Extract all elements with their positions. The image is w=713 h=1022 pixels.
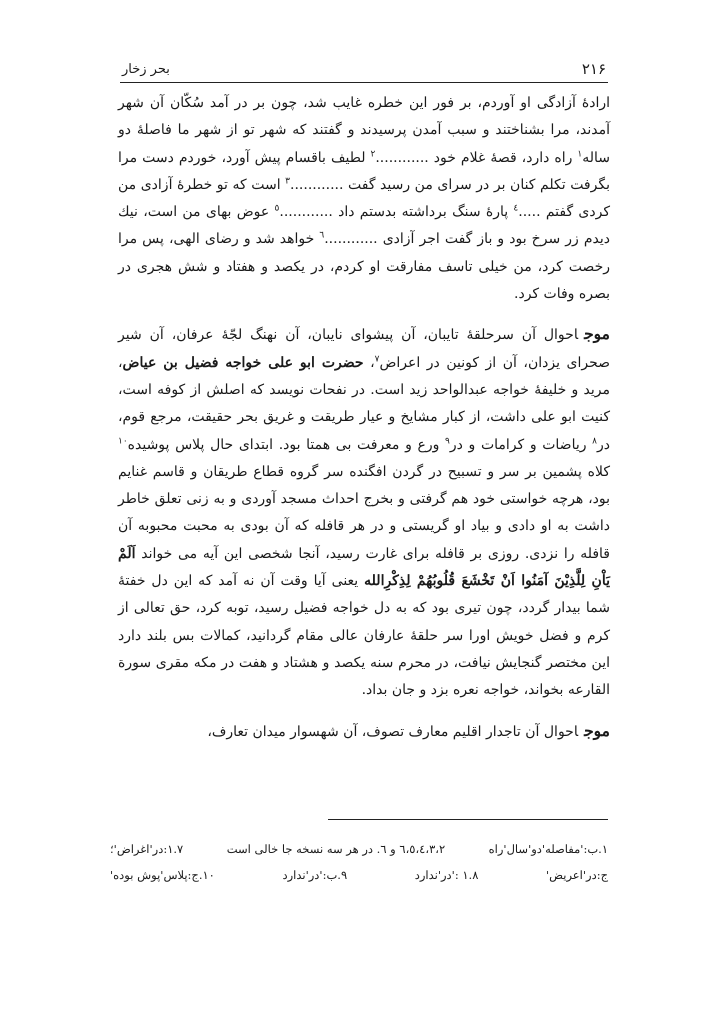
text-run: یعنی آیا وقت آن نه آمد که این دل خفتهٔ شما بیدار گردد، چون تیری بود که به دل خواجه فضیل رسید، توبه کرد، حق تعالی از کرم و فضل خویش اورا سر حلقهٔ عارفان عالی مقام گردانید، کمالات بس بلند دارد این مختصر گنجایش نیافت، در محرم سنه یکصد و هشتاد و هفت در مکه مقری سورة القارعه بخواند، خواجه نعره بزد و جان بداد. [118, 573, 610, 699]
saint-name: حضرت ابو علی خواجه فضیل بن عیاض [122, 354, 364, 371]
text-run: ، مرید و خلیفهٔ خواجه عبدالواحد زید است. در نفحات نویسد که اصلش از کوفه است، کنیت ابو علی داشت، از کبار مشایخ و عیار طریقت و غریق بحر حقیقت، مرجع قوم، در [118, 354, 610, 453]
footnote-ref: ۳ [285, 176, 291, 187]
text-run: خواهد شد و رضای الهی، پس مرا رخصت کرد، من خیلی تاسف مفارقت او کردم، در یکصد و هفتاد و شش هجری در بصره وفات کرد. [118, 231, 610, 303]
footnotes [110, 836, 608, 888]
text-run: ارادهٔ آزادگی او آوردم، بر فور این خطره غایب شد، چون بر در آمد سُکّان آن شهر آمدند، مرا بشناختند و سبب آمدن پرسیدند و گفتند که شهر تو از شهر ما فاصلهٔ دو ساله [118, 95, 611, 166]
footnote-row [110, 862, 608, 888]
text-run: راه دارد، قصهٔ غلام خود ............ [375, 149, 578, 166]
page-header [122, 60, 606, 80]
footnote-rule [328, 819, 608, 820]
footnote-ref: ۱۰ [118, 435, 128, 446]
paragraph-2 [118, 320, 610, 704]
footnote-ref: ٥ [274, 203, 280, 214]
footnote: ٩.ب:'در'ندارد [282, 868, 348, 882]
footnote: ١.٧:در'اغراض'؛ [110, 842, 184, 856]
quran-verse: اَلَمْ يَاْنِ لِلَّذِيْنَ آمَنُوا اَنْ تَخْشَعَ قُلُوبُهُمْ لِذِكْرِالله [118, 545, 610, 590]
wave-heading: موج [584, 720, 610, 740]
footnote-ref: ۷ [374, 354, 380, 365]
text-run: ، [363, 354, 375, 371]
text-run: است که تو خطرهٔ آزادی من کردی گفتم ..... [118, 176, 610, 221]
paragraph-1 [118, 90, 610, 308]
text-run: کلاه پشمین بر سر و تسبیح در گردن افگنده سر گروه قطاع طریقان و قاسم غنایم بود، هرچه خواستی خود هم گرفتی و بخرج احداث مسجد آوردی و به زنی تعلق خاطر داشت به او دادی و بیاد او گریستی و در هر قافله که آن بودی به محبت محبوبه آن قافله را نزدی. روزی بر قافله برای غارت رسید، آنجا شخصی این آیه می خواند [118, 463, 610, 562]
text-run: ریاضات و کرامات و در [449, 436, 593, 453]
header-rule [120, 82, 608, 83]
text-run: احوال آن تاجدار اقلیم معارف تصوف، آن شهسوار میدان تعارف، [207, 723, 579, 740]
paragraph-gap [118, 308, 610, 320]
paragraph-3 [118, 717, 610, 746]
text-run: احوال آن سرحلقهٔ تایبان، آن پیشوای نایبان، آن نهنگ لجّهٔ عرفان، آن شیر صحرای یزدان، آن از کونین در اعراض [118, 327, 611, 371]
page-number: ۲۱۶ [581, 60, 606, 78]
text-run: عوض بهای من است، نیك دیدم زر سرخ بود و باز گفت اجر آزادی ............ [118, 204, 610, 248]
running-title: بحر زخار [122, 62, 170, 77]
footnote-ref: ٤ [513, 203, 519, 214]
footnote: ١.ب:'مفاصله'دو'سال'راه [488, 842, 608, 856]
text-run: پارهٔ سنگ برداشته بدستم داد ............ [279, 204, 514, 221]
text-run: لطیف باقسام پیش آورد، خوردم دست مرا بگرفت تکلم کنان بر در سرای من رسید گفت ............ [118, 149, 610, 193]
paragraph-gap [118, 705, 610, 717]
footnote-ref: ۱ [577, 148, 583, 159]
footnote: ج:در'اعریض' [546, 868, 608, 882]
wave-heading: موج [584, 324, 610, 344]
footnote: ١.٨ :'در'ندارد [414, 868, 479, 882]
footnote-ref: ۸ [592, 435, 597, 446]
footnote-ref: ٦ [319, 230, 325, 241]
footnote-ref: ۲ [370, 148, 376, 159]
footnote: ٦،٥،٤،٣،٢ و ٦. در هر سه نسخه جا خالی است [226, 842, 446, 856]
footnote: ١٠.ج:پلاس'پوش بوده' [110, 868, 215, 882]
footnote-row [110, 836, 608, 862]
text-run: ورع و معرفت بی همتا بود. ابتدای حال پلاس پوشیده [127, 436, 446, 453]
footnote-ref: ۹ [445, 435, 450, 446]
body-text [118, 90, 610, 746]
